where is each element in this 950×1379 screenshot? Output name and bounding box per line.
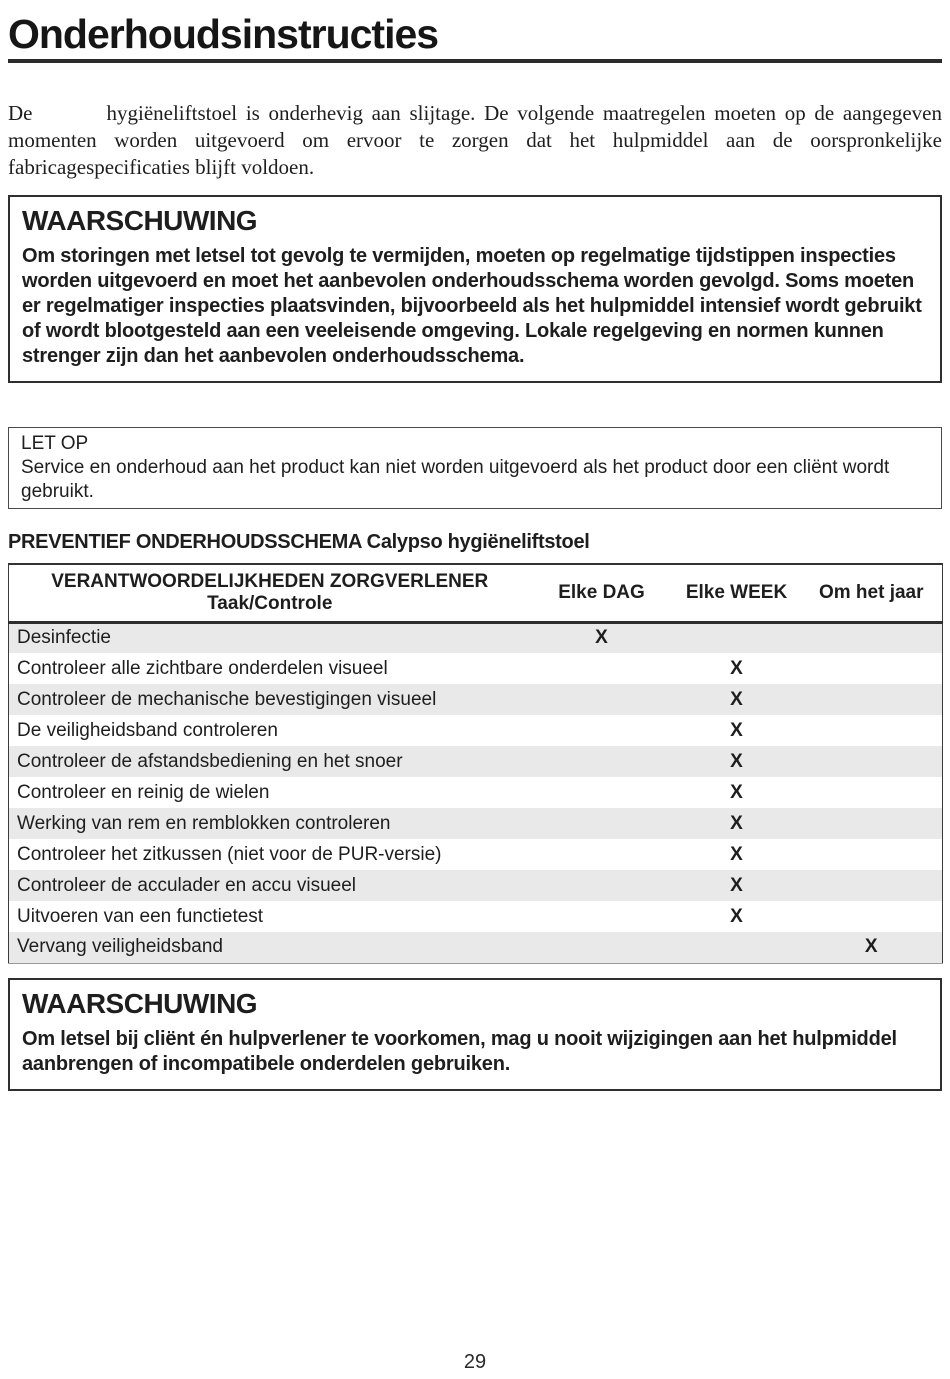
week-mark-cell — [673, 622, 801, 653]
warning-2-title: WAARSCHUWING — [22, 987, 258, 1019]
year-mark-cell — [801, 901, 943, 932]
table-row — [9, 715, 943, 746]
year-mark-cell — [801, 870, 943, 901]
task-cell: Controleer en reinig de wielen — [17, 781, 270, 803]
intro-paragraph — [8, 100, 942, 181]
table-row — [9, 870, 943, 901]
table-row — [9, 808, 943, 839]
year-mark-cell — [801, 715, 943, 746]
week-mark-cell: X — [730, 874, 743, 896]
page-title: Onderhoudsinstructies — [8, 11, 439, 57]
table-header-row — [9, 564, 943, 622]
task-cell: Desinfectie — [17, 627, 111, 649]
day-mark-cell — [531, 777, 673, 808]
maintenance-schedule-table — [8, 563, 943, 964]
year-mark-cell — [801, 746, 943, 777]
table-row — [9, 684, 943, 715]
task-cell: Controleer de acculader en accu visueel — [17, 874, 357, 896]
header-yearly: Om het jaar — [801, 564, 943, 622]
day-mark-cell — [531, 653, 673, 684]
page-number: 29 — [463, 1351, 487, 1373]
week-mark-cell: X — [730, 812, 743, 834]
header-task-line1: VERANTWOORDELIJKHEDEN ZORGVERLENER — [51, 570, 489, 592]
warning-box-2 — [8, 978, 942, 1091]
day-mark-cell — [531, 932, 673, 963]
warning-2-body: Om letsel bij cliënt én hulpverlener te voorkomen, mag u nooit wijzigingen aan het hulpmiddel aanbrengen of incompatibele onderdelen gebruiken. — [22, 1027, 897, 1075]
task-cell: Werking van rem en remblokken controleren — [17, 812, 391, 834]
intro-prefix: De — [8, 101, 33, 125]
warning-1-title: WAARSCHUWING — [22, 205, 258, 236]
task-cell: Vervang veiligheidsband — [17, 936, 223, 958]
header-every-week: Elke WEEK — [673, 564, 801, 622]
week-mark-cell: X — [730, 657, 743, 679]
header-task-line2: Taak/Controle — [207, 592, 333, 614]
table-row — [9, 839, 943, 870]
week-mark-cell: X — [730, 719, 743, 741]
table-row — [9, 932, 943, 963]
notice-title: LET OP — [21, 433, 89, 454]
header-task-column — [9, 564, 531, 622]
day-mark-cell — [531, 870, 673, 901]
table-row — [9, 777, 943, 808]
year-mark-cell — [801, 653, 943, 684]
warning-1-body: Om storingen met letsel tot gevolg te vermijden, moeten op regelmatige tijdstippen inspecties worden uitgevoerd en moet het aanbevolen onderhoudsschema worden gevolgd. Soms moeten er regelmatiger inspecties plaatsvinden, bijvoorbeeld als het hulpmiddel intensief wordt gebruikt of wordt blootgesteld aan een veeleisende omgeving. Lokale regelgeving en normen kunnen strenger zijn dan het aanbevolen onderhoudsschema. — [22, 245, 922, 367]
header-every-day: Elke DAG — [531, 564, 673, 622]
intro-text: hygiëneliftstoel is onderhevig aan slijtage. De volgende maatregelen moeten op de aangegeven momenten worden uitgevoerd om ervoor te zorgen dat het hulpmiddel aan de oorspronkelijke fabricagespecificaties blijft voldoen. — [8, 101, 942, 179]
week-mark-cell — [673, 932, 801, 963]
title-rule — [8, 59, 942, 63]
table-row — [9, 901, 943, 932]
task-cell: De veiligheidsband controleren — [17, 719, 278, 741]
year-mark-cell — [801, 622, 943, 653]
task-cell: Controleer de mechanische bevestigingen visueel — [17, 688, 437, 710]
table-row — [9, 653, 943, 684]
day-mark-cell — [531, 839, 673, 870]
task-cell: Uitvoeren van een functietest — [17, 905, 264, 927]
year-mark-cell — [801, 808, 943, 839]
day-mark-cell: X — [595, 627, 608, 649]
warning-box-1 — [8, 195, 942, 383]
year-mark-cell: X — [864, 936, 878, 958]
week-mark-cell: X — [730, 905, 743, 927]
notice-box — [8, 427, 942, 509]
day-mark-cell — [531, 808, 673, 839]
day-mark-cell — [531, 746, 673, 777]
day-mark-cell — [531, 901, 673, 932]
week-mark-cell: X — [730, 750, 743, 772]
day-mark-cell — [531, 684, 673, 715]
week-mark-cell: X — [730, 781, 743, 803]
day-mark-cell — [531, 715, 673, 746]
year-mark-cell — [801, 684, 943, 715]
table-row — [9, 622, 943, 653]
week-mark-cell: X — [730, 688, 743, 710]
notice-body: Service en onderhoud aan het product kan niet worden uitgevoerd als het product door een cliënt wordt gebruikt. — [21, 457, 890, 502]
task-cell: Controleer de afstandsbediening en het snoer — [17, 750, 403, 772]
table-row — [9, 746, 943, 777]
year-mark-cell — [801, 777, 943, 808]
task-cell: Controleer alle zichtbare onderdelen visueel — [17, 657, 388, 679]
week-mark-cell: X — [730, 843, 743, 865]
year-mark-cell — [801, 839, 943, 870]
task-cell: Controleer het zitkussen (niet voor de PUR-versie) — [17, 843, 442, 865]
schedule-heading: PREVENTIEF ONDERHOUDSSCHEMA Calypso hygiëneliftstoel — [8, 531, 590, 553]
